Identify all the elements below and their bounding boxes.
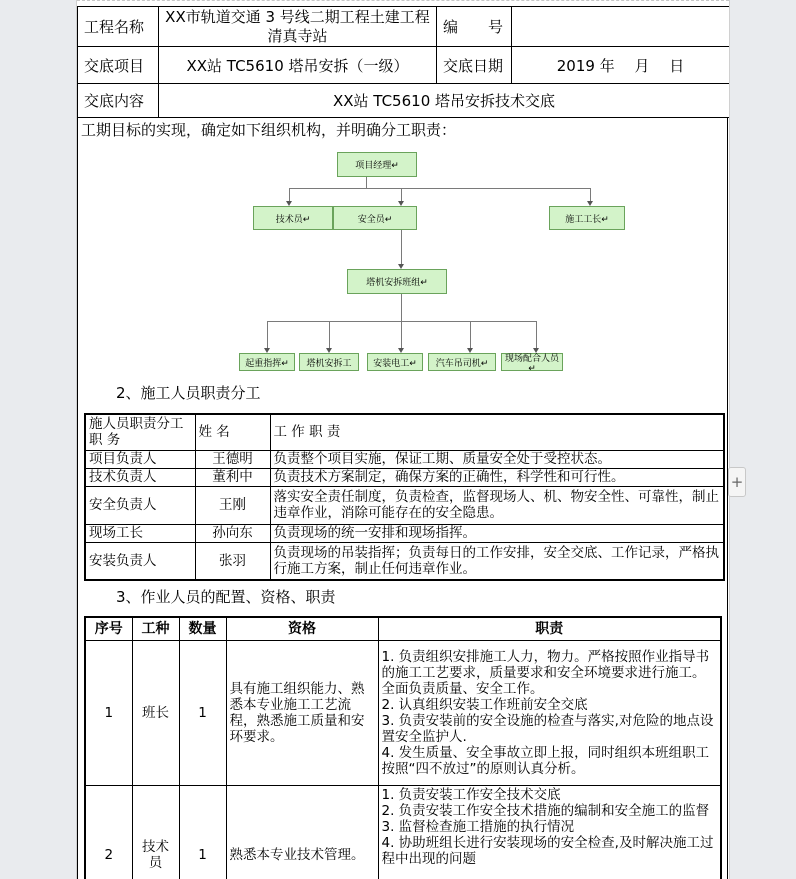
worker-qualification: 熟悉本专业技术管理。 — [226, 786, 378, 879]
staff-role: 项目负责人 — [85, 450, 195, 468]
staff-duty: 负责现场的统一安排和现场指挥。 — [270, 524, 724, 542]
staff-name: 董利中 — [195, 468, 270, 486]
table-row — [85, 641, 721, 786]
worker-count: 1 — [179, 786, 226, 879]
staff-header-role: 施人员职责分工职 务 — [85, 414, 195, 450]
duty-line: 2. 负责安装工作安全技术措施的编制和安全施工的监督 — [381, 803, 710, 819]
org-node-lift-signaler: 起重指挥↵ — [239, 353, 295, 371]
org-node-site-helpers: 现场配合人员↵ — [501, 353, 563, 371]
table-row — [85, 486, 724, 524]
org-node-safety-officer: 安全员↵ — [333, 206, 417, 230]
table-row — [85, 524, 724, 542]
duty-line: 3. 监督检查施工措施的执行情况 — [381, 819, 575, 835]
staff-role: 现场工长 — [85, 524, 195, 542]
staff-role: 安全负责人 — [85, 486, 195, 524]
date-label: 交底日期 — [437, 47, 512, 84]
worker-duties — [378, 641, 721, 786]
add-button[interactable]: + — [728, 467, 746, 497]
worker-duties — [378, 786, 721, 879]
worker-table — [84, 616, 722, 879]
org-node-crane-installer: 塔机安拆工 — [299, 353, 359, 371]
table-row — [85, 786, 721, 879]
worker-header-count: 数量 — [179, 617, 226, 641]
org-node-foreman: 施工工长↵ — [549, 206, 625, 230]
table-row — [85, 542, 724, 580]
staff-name: 王刚 — [195, 486, 270, 524]
table-row — [85, 468, 724, 486]
org-node-technician: 技术员↵ — [253, 206, 333, 230]
intro-text: 工期目标的实现，确定如下组织机构，并明确分工职责： — [81, 121, 457, 139]
staff-duty: 负责现场的吊装指挥；负责每日的工作安排，安全交底、工作记录，严格执行施工方案，制止任何违章作业。 — [270, 542, 724, 580]
staff-role: 技术负责人 — [85, 468, 195, 486]
staff-role: 安装负责人 — [85, 542, 195, 580]
worker-header-qualification: 资格 — [226, 617, 378, 641]
staff-name: 王德明 — [195, 450, 270, 468]
worker-header-duties: 职责 — [378, 617, 721, 641]
staff-duty: 负责整个项目实施，保证工期、质量安全处于受控状态。 — [270, 450, 724, 468]
org-node-electrician: 安装电工↵ — [367, 353, 423, 371]
date-value: 2019 年 月 日 — [512, 47, 730, 84]
duty-line: 4. 发生质量、安全事故立即上报，同时组织本班组职工按照“四不放过”的原则认真分析。 — [381, 745, 710, 777]
staff-duty-table — [84, 413, 725, 581]
page-top-guide — [77, 0, 729, 4]
project-name: XX市轨道交通 3 号线二期工程土建工程清真寺站 — [159, 7, 437, 47]
table-row — [85, 450, 724, 468]
item-label: 交底项目 — [78, 47, 159, 84]
project-label: 工程名称 — [78, 7, 159, 47]
worker-header-type: 工种 — [132, 617, 179, 641]
staff-duty: 落实安全责任制度，负责检查，监督现场人、机、物安全性、可靠性，制止违章作业，消除可能存在的安全隐患。 — [270, 486, 724, 524]
section2-title: 2、施工人员职责分工 — [116, 384, 261, 402]
number-label: 编 号 — [437, 7, 512, 47]
section3-title: 3、作业人员的配置、资格、职责 — [116, 588, 336, 606]
staff-name: 孙向东 — [195, 524, 270, 542]
duty-line: 4. 协助班组长进行安装现场的安全检查,及时解决施工过程中出现的问题 — [381, 835, 714, 867]
item-value: XX站 TC5610 塔吊安拆（一级） — [159, 47, 437, 84]
duty-line: 2. 认真组织安装工作班前安全交底 — [381, 697, 588, 713]
duty-line: 1. 负责组织安排施工人力，物力。严格按照作业指导书的施工工艺要求，质量要求和安全环境要求进行施工。全面负责质量、安全工作。 — [381, 649, 710, 697]
content-label: 交底内容 — [78, 84, 159, 118]
duty-line: 3. 负责安装前的安全设施的检查与落实,对危险的地点设置安全监护人. — [381, 713, 714, 745]
org-node-project-manager: 项目经理↵ — [337, 152, 417, 177]
staff-header-name: 姓 名 — [195, 414, 270, 450]
staff-duty: 负责技术方案制定，确保方案的正确性，科学性和可行性。 — [270, 468, 724, 486]
worker-type: 技术员 — [132, 786, 179, 879]
staff-header-duty: 工 作 职 责 — [270, 414, 724, 450]
worker-count: 1 — [179, 641, 226, 786]
worker-header-no: 序号 — [85, 617, 132, 641]
document-page — [76, 0, 730, 879]
number-value — [512, 7, 730, 47]
worker-qualification: 具有施工组织能力、熟悉本专业施工工艺流程，熟悉施工质量和安环要求。 — [226, 641, 378, 786]
header-table — [77, 6, 730, 118]
org-node-crane-team: 塔机安拆班组↵ — [347, 269, 447, 294]
duty-line: 1. 负责安装工作安全技术交底 — [381, 787, 561, 803]
worker-no: 1 — [85, 641, 132, 786]
worker-type: 班长 — [132, 641, 179, 786]
content-value: XX站 TC5610 塔吊安拆技术交底 — [159, 84, 730, 118]
org-node-truck-crane-driver: 汽车吊司机↵ — [428, 353, 496, 371]
staff-name: 张羽 — [195, 542, 270, 580]
worker-no: 2 — [85, 786, 132, 879]
